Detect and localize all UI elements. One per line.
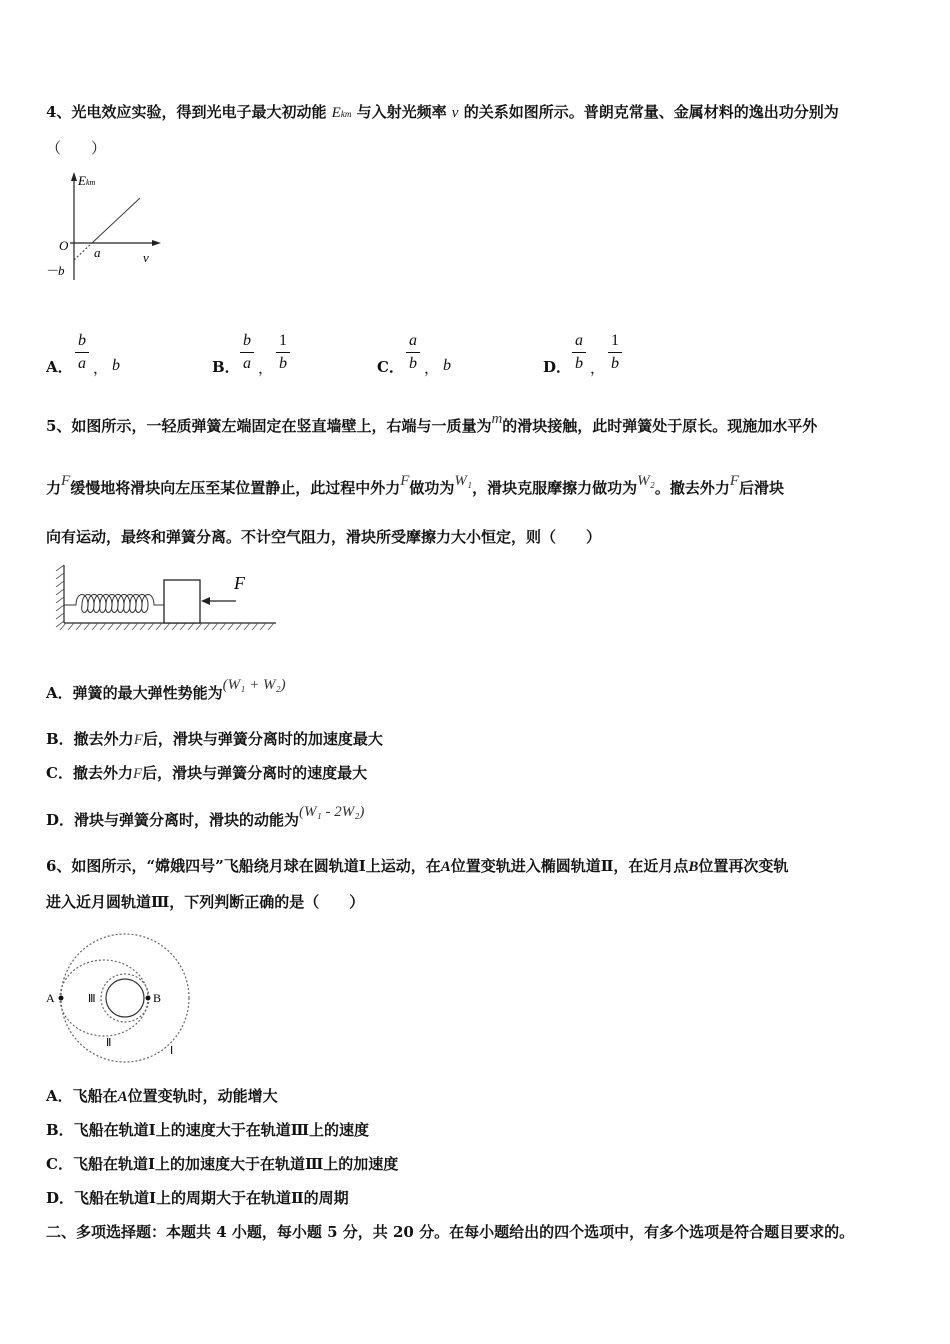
fraction: 1 b — [608, 332, 622, 373]
label-III: Ⅲ — [88, 993, 96, 1005]
q6-orbit-figure — [42, 930, 202, 1065]
F-symbol: F — [729, 473, 740, 489]
moon — [106, 979, 144, 1017]
spring — [64, 595, 164, 613]
label-I: Ⅰ — [170, 1045, 174, 1057]
y-axis-arrow — [71, 172, 77, 181]
W1-symbol: W₁ — [454, 473, 473, 489]
label-A: A — [46, 991, 55, 1005]
W2-symbol: W₂ — [637, 473, 655, 489]
q6-option-a[interactable]: A．飞船在A位置变轨时，动能增大 — [46, 1087, 278, 1105]
F-symbol: F — [400, 473, 410, 489]
m-symbol: m — [491, 411, 503, 427]
ek-line — [92, 198, 140, 243]
label-B: B — [153, 991, 162, 1005]
fraction: a b — [406, 332, 420, 373]
q5-spring-figure — [54, 563, 284, 633]
q6-option-d[interactable]: D．飞船在轨道Ⅰ上的周期大于在轨道Ⅱ的周期 — [46, 1189, 349, 1207]
fraction: a b — [572, 332, 586, 373]
force-arrowhead — [201, 597, 210, 605]
fraction: b a — [75, 332, 89, 373]
label-II: Ⅱ — [106, 1037, 112, 1049]
q6-option-b[interactable]: B．飞船在轨道Ⅰ上的速度大于在轨道Ⅲ上的速度 — [46, 1121, 369, 1139]
ek-symbol: Ekm — [331, 105, 352, 121]
q5-option-a[interactable]: A．弹簧的最大弹性势能为(W₁ + W₂) — [46, 677, 286, 702]
force-label: F — [234, 573, 245, 593]
q4-answer-paren: （ ） — [46, 139, 107, 157]
slider-block — [164, 580, 200, 623]
x-axis-arrow — [152, 240, 161, 246]
origin-label: O — [59, 238, 69, 253]
ek-line-dashed — [74, 243, 92, 260]
neg-b-label: －b — [45, 263, 65, 278]
point-A — [59, 996, 64, 1001]
y-axis-label: Ekm — [78, 173, 96, 188]
F-symbol: F — [61, 473, 71, 489]
wall-hatch — [56, 565, 64, 627]
q5-stem-line2: 力F缓慢地将滑块向左压至某位置静止，此过程中外力F做功为W₁，滑块克服摩擦力做功为W₂。撤去外力F后滑块 — [46, 473, 785, 497]
q6-stem-line2: 进入近月圆轨道Ⅲ，下列判断正确的是（ ） — [46, 893, 365, 911]
q5-option-b[interactable]: B．撤去外力F后，滑块与弹簧分离时的加速度最大 — [46, 730, 383, 748]
fraction: 1 b — [276, 332, 290, 373]
B-symbol: B — [688, 859, 699, 875]
floor-hatch — [60, 623, 274, 630]
point-B — [146, 996, 151, 1001]
q6-stem-line1: 6、如图所示，“嫦娥四号”飞船绕月球在圆轨道Ⅰ上运动，在A位置变轨进入椭圆轨道Ⅱ，在近月点B位置再次变轨 — [46, 857, 789, 875]
q4-stem-line1: 4、光电效应实验，得到光电子最大初动能 Ekm 与入射光频率 ν 的关系如图所示。普朗克常量、金属材料的逸出功分别为 — [46, 103, 839, 121]
fraction: b a — [240, 332, 254, 373]
A-symbol: A — [440, 859, 451, 875]
q5-stem-line1: 5、如图所示，一轻质弹簧左端固定在竖直墙壁上，右端与一质量为m的滑块接触，此时弹簧处于原长。现施加水平外 — [46, 411, 818, 435]
x-axis-label: ν — [143, 250, 149, 265]
nu-symbol: ν — [451, 105, 459, 121]
section-2-heading: 二、多项选择题：本题共 4 小题，每小题 5 分，共 20 分。在每小题给出的四个选项中，有多个选项是符合题目要求的。 — [46, 1223, 855, 1241]
q5-option-c[interactable]: C．撤去外力F后，滑块与弹簧分离时的速度最大 — [46, 764, 368, 782]
q5-stem-line3: 向有运动，最终和弹簧分离。不计空气阻力，滑块所受摩擦力大小恒定，则（ ） — [46, 528, 602, 546]
q6-option-c[interactable]: C．飞船在轨道Ⅰ上的加速度大于在轨道Ⅲ上的加速度 — [46, 1155, 399, 1173]
q4-graph — [40, 168, 170, 283]
q5-option-d[interactable]: D．滑块与弹簧分离时，滑块的动能为(W₁ - 2W₂) — [46, 804, 365, 829]
a-label: a — [94, 245, 101, 260]
